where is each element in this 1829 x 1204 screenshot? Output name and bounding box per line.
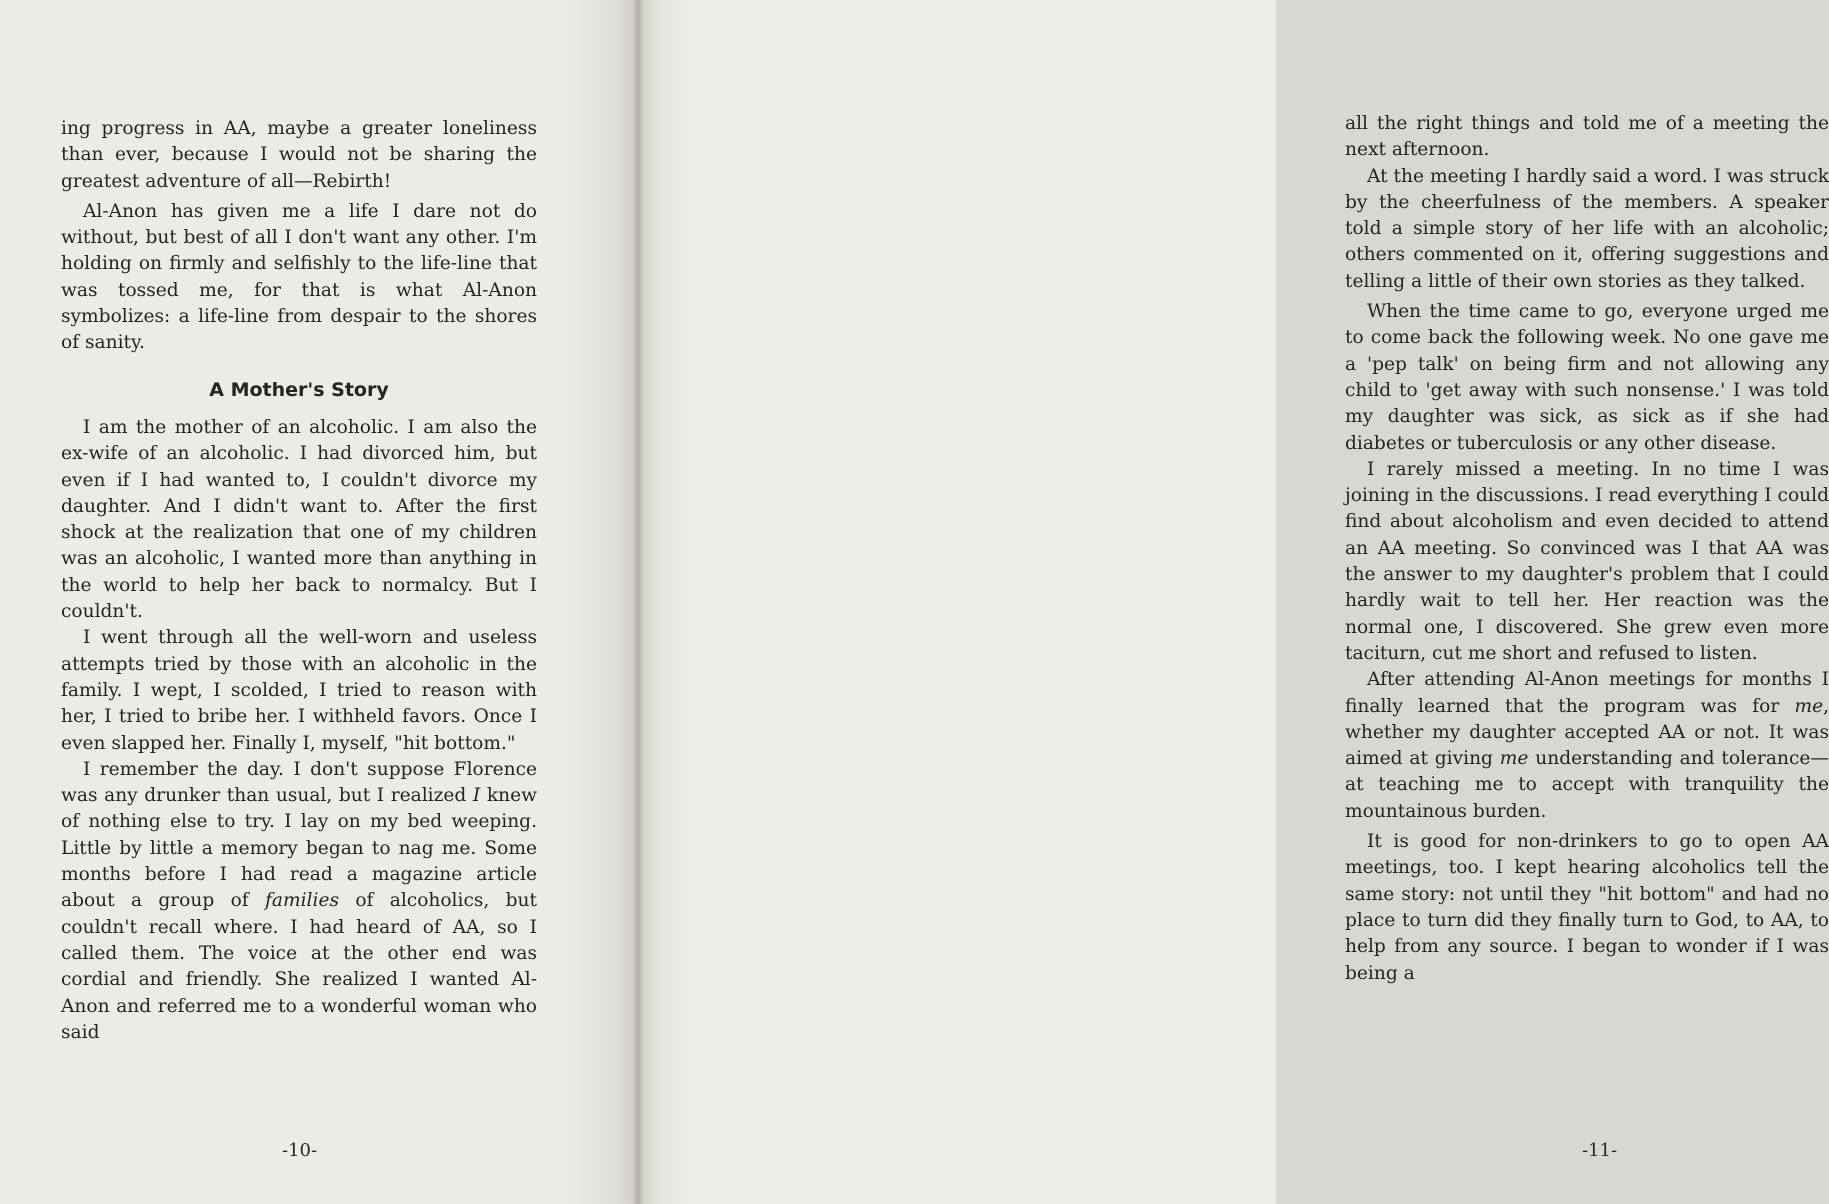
section-heading: A Mother's Story <box>209 378 389 401</box>
text-run: of alcoholics, but couldn't recall where. I had heard of AA, so I called them. The voice at the other end was cordial and friendly. She realized I wanted Al-Anon and referred me to a wonderful woman who said <box>61 890 537 1043</box>
text-run: , whether my daughter accepted AA or not. It was aimed at giving <box>1345 695 1829 770</box>
page-number: -10- <box>282 1140 318 1161</box>
paragraph: I am the mother of an alcoholic. I am also the ex-wife of an alcoholic. I had divorced him, but even if I had wanted to, I couldn't divorce my daughter. And I didn't want to. After the first shock at the realization that one of my children was an alcoholic, I wanted more than anything in the world to help her back to normalcy. But I couldn't. <box>61 416 537 623</box>
italic-text: me <box>1794 695 1824 717</box>
left-page <box>0 0 638 1204</box>
text-run: understanding and tolerance—at teaching me to accept with tranquility the mountainous burden. <box>1345 748 1829 822</box>
left-page-text <box>61 116 537 1046</box>
paragraph: ing progress in AA, maybe a greater loneliness than ever, because I would not be sharing the greatest adventure of all—Rebirth! <box>61 118 537 192</box>
page-number: -11- <box>1582 1140 1618 1161</box>
paragraph: It is good for non-drinkers to go to open AA meetings, too. I kept hearing alcoholics tell the same story: not until they "hit bottom" and had no place to turn did they finally turn to God, to AA, to help from any source. I began to wonder if I was being a <box>1345 831 1829 984</box>
paragraph: I rarely missed a meeting. In no time I was joining in the discussions. I read everything I could find about alcoholism and even decided to attend an AA meeting. So convinced was I that AA was the answer to my daughter's problem that I could hardly wait to tell her. Her reaction was the normal one, I discovered. She grew even more taciturn, cut me short and refused to listen. <box>1345 458 1829 664</box>
right-page <box>638 0 1829 1204</box>
italic-text: me <box>1499 748 1529 770</box>
paragraph: At the meeting I hardly said a word. I was struck by the cheerfulness of the members. A speaker told a simple story of her life with an alcoholic; others commented on it, offering suggestions and telling a little of their own stories as they talked. <box>1345 165 1829 292</box>
right-page-text <box>1345 111 1829 987</box>
paragraph: I went through all the well-worn and useless attempts tried by those with an alcoholic in the family. I wept, I scolded, I tried to reason with her, I tried to bribe her. I withheld favors. Once I even slapped her. Finally I, myself, "hit bottom." <box>61 627 537 754</box>
italic-text: families <box>265 890 339 912</box>
text-run: I remember the day. I don't suppose Florence was any drunker than usual, but I realized <box>61 758 537 807</box>
paragraph: Al-Anon has given me a life I dare not do without, but best of all I don't want any other. I'm holding on firmly and selfishly to the life-line that was tossed me, for that is what Al-Anon symbolizes: a life-line from despair to the shores of sanity. <box>61 200 537 354</box>
text-run: knew of nothing else to try. I lay on my bed weeping. Little by little a memory began to nag me. Some months before I had read a magazine article about a group of <box>61 785 537 912</box>
italic-text: I <box>472 785 481 807</box>
book-gutter <box>632 0 644 1204</box>
paragraph: all the right things and told me of a meeting the next afternoon. <box>1345 113 1829 161</box>
paragraph: When the time came to go, everyone urged me to come back the following week. No one gave me a 'pep talk' on being firm and not allowing any child to 'get away with such nonsense.' I was told my daughter was sick, as sick as if she had diabetes or tuberculosis or any other disease. <box>1345 301 1829 454</box>
paragraph <box>1345 667 1829 825</box>
text-run: After attending Al-Anon meetings for months I finally learned that the program was for <box>1345 669 1829 717</box>
paragraph <box>61 757 537 1046</box>
